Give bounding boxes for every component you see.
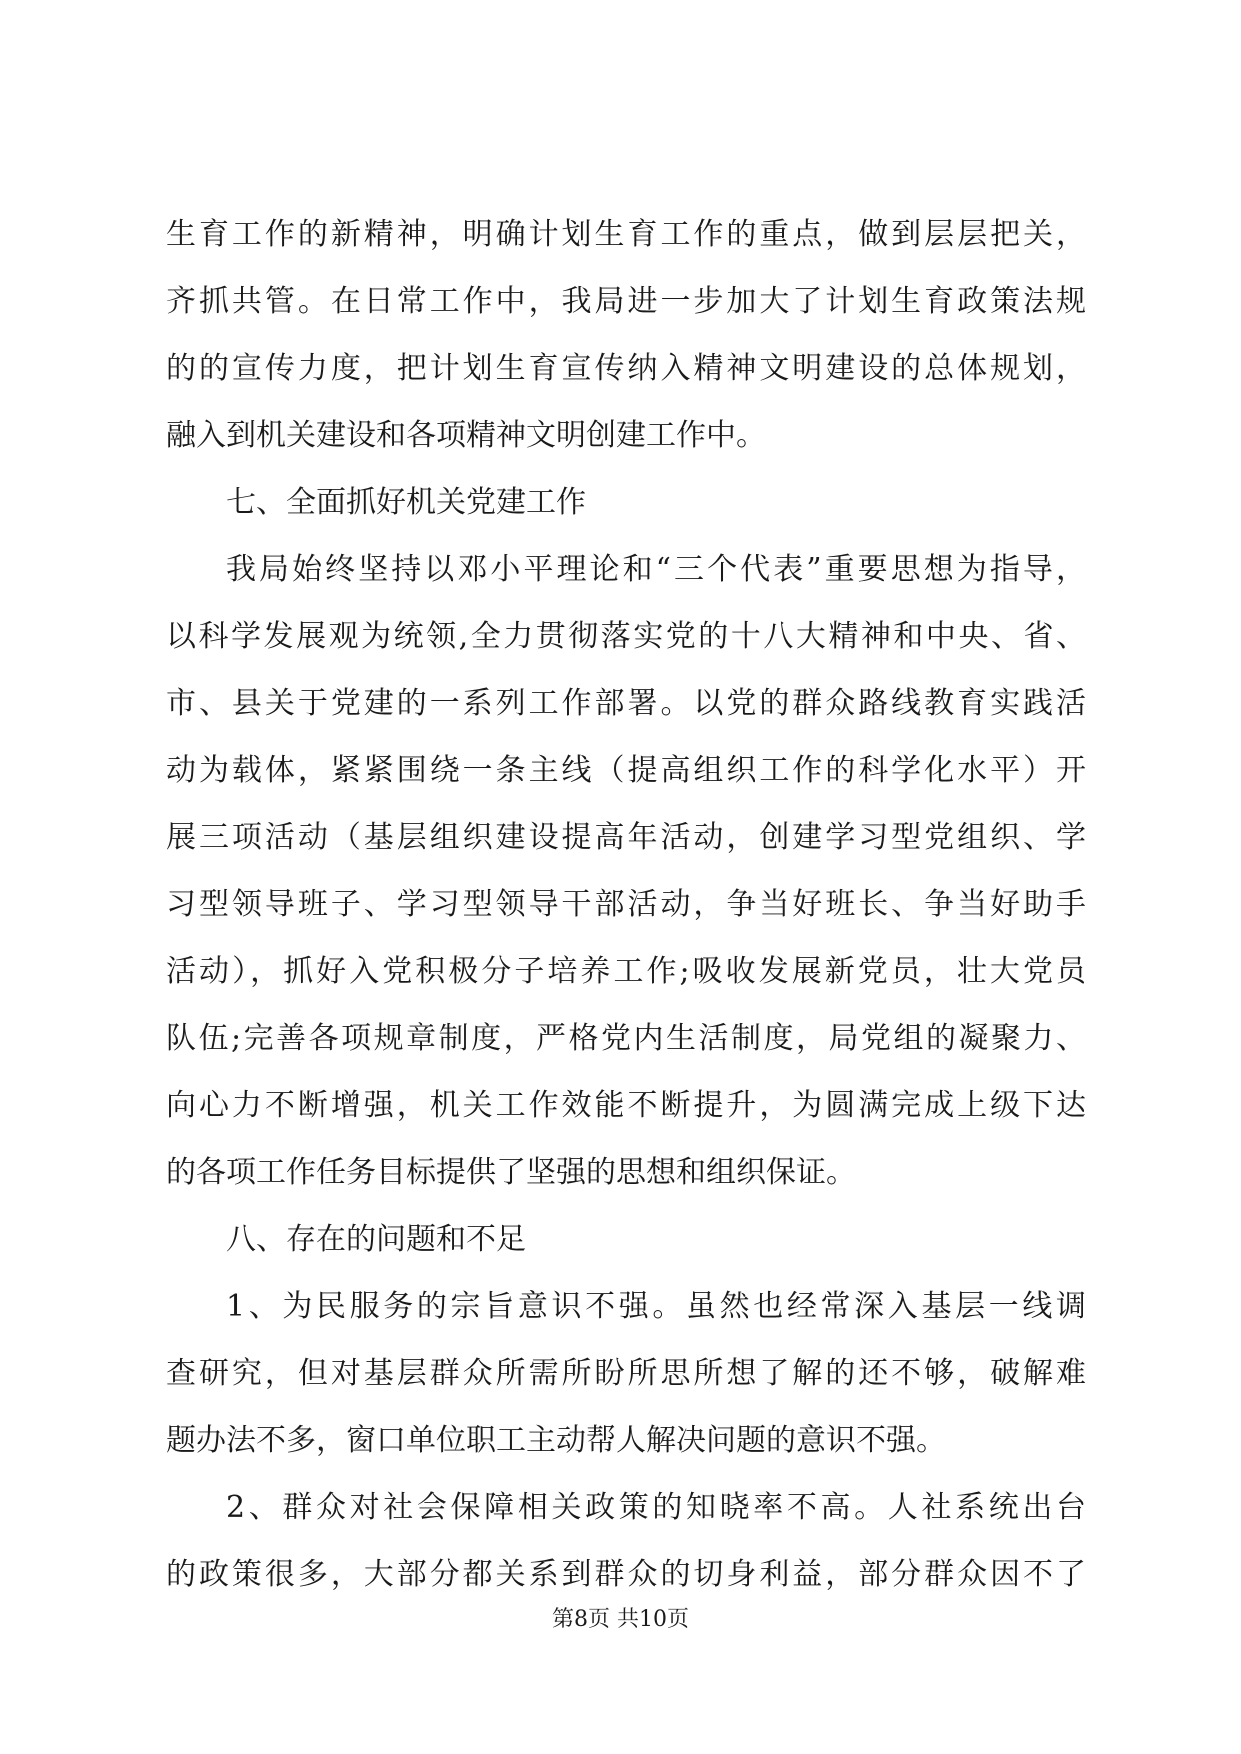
text-line: 2、群众对社会保障相关政策的知晓率不高。人社系统出台	[226, 1490, 1086, 1525]
text-line: 队伍;完善各项规章制度，严格党内生活制度，局党组的凝聚力、	[166, 1021, 1086, 1056]
text-line: 的的宣传力度，把计划生育宣传纳入精神文明建设的总体规划，	[166, 351, 1086, 386]
text-line: 生育工作的新精神，明确计划生育工作的重点，做到层层把关，	[166, 217, 1086, 252]
text-line: 我局始终坚持以邓小平理论和“三个代表”重要思想为指导，	[226, 552, 1086, 587]
text-line: 题办法不多，窗口单位职工主动帮人解决问题的意识不强。	[166, 1423, 946, 1458]
text-line: 查研究，但对基层群众所需所盼所思所想了解的还不够，破解难	[166, 1356, 1086, 1391]
text-line: 展三项活动（基层组织建设提高年活动，创建学习型党组织、学	[166, 820, 1086, 855]
section-heading-8: 八、存在的问题和不足	[226, 1222, 526, 1257]
page-number-footer: 第8页 共10页	[552, 1607, 689, 1632]
text-line: 1、为民服务的宗旨意识不强。虽然也经常深入基层一线调	[226, 1289, 1086, 1324]
text-line: 活动），抓好入党积极分子培养工作;吸收发展新党员，壮大党员	[166, 954, 1086, 989]
text-line: 融入到机关建设和各项精神文明创建工作中。	[166, 418, 766, 453]
text-line: 向心力不断增强，机关工作效能不断提升，为圆满完成上级下达	[166, 1088, 1086, 1123]
document-body	[166, 201, 1086, 1608]
text-line: 的各项工作任务目标提供了坚强的思想和组织保证。	[166, 1155, 856, 1190]
section-heading-7: 七、全面抓好机关党建工作	[226, 485, 586, 520]
text-line: 齐抓共管。在日常工作中，我局进一步加大了计划生育政策法规	[166, 284, 1086, 319]
text-line: 市、县关于党建的一系列工作部署。以党的群众路线教育实践活	[166, 686, 1086, 721]
text-line: 以科学发展观为统领,全力贯彻落实党的十八大精神和中央、省、	[166, 619, 1086, 654]
text-line: 的政策很多，大部分都关系到群众的切身利益，部分群众因不了	[166, 1557, 1086, 1592]
text-line: 动为载体，紧紧围绕一条主线（提高组织工作的科学化水平）开	[166, 753, 1086, 788]
text-line: 习型领导班子、学习型领导干部活动，争当好班长、争当好助手	[166, 887, 1086, 922]
